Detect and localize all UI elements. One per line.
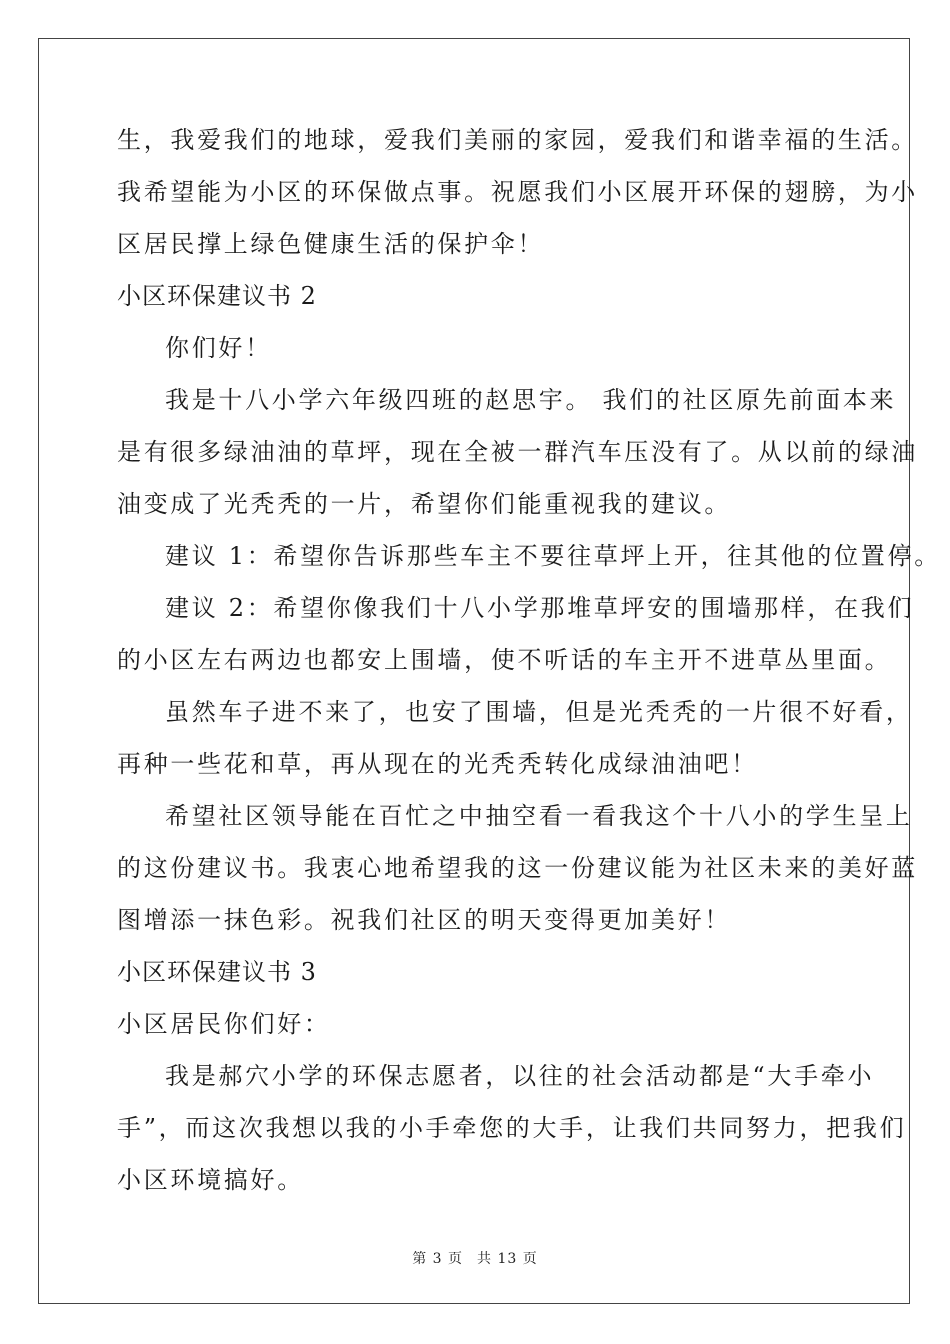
body-line: 图增添一抹色彩。祝我们社区的明天变得更加美好！ (117, 906, 732, 934)
body-line: 油变成了光秃秃的一片，希望你们能重视我的建议。 (117, 490, 732, 518)
body-line: 虽然车子进不来了，也安了围墙，但是光秃秃的一片很不好看， (165, 698, 913, 726)
greeting-line: 小区居民你们好： (117, 1010, 331, 1038)
body-line: 我是十八小学六年级四班的赵思宇。 我们的社区原先前面本来 (165, 386, 897, 414)
body-line: 希望社区领导能在百忙之中抽空看一看我这个十八小的学生呈上 (165, 802, 913, 830)
page-total: 共 13 页 (477, 1251, 538, 1267)
body-line: 的小区左右两边也都安上围墙，使不听话的车主开不进草丛里面。 (117, 646, 892, 674)
body-line: 生，我爱我们的地球，爱我们美丽的家园，爱我们和谐幸福的生活。 (117, 126, 918, 154)
body-line: 小区环境搞好。 (117, 1166, 304, 1194)
section-heading: 小区环保建议书 3 (117, 958, 317, 986)
greeting-line: 你们好！ (165, 334, 272, 362)
body-line: 再种一些花和草，再从现在的光秃秃转化成绿油油吧！ (117, 750, 758, 778)
body-line: 区居民撑上绿色健康生活的保护伞！ (117, 230, 545, 258)
body-line: 的这份建议书。我衷心地希望我的这一份建议能为社区未来的美好蓝 (117, 854, 918, 882)
body-line: 是有很多绿油油的草坪，现在全被一群汽车压没有了。从以前的绿油 (117, 438, 918, 466)
suggestion-line: 建议 1：希望你告诉那些车主不要往草坪上开，往其他的位置停。 (165, 542, 941, 570)
page-number: 第 3 页 (412, 1251, 464, 1267)
body-line: 我希望能为小区的环保做点事。祝愿我们小区展开环保的翅膀，为小 (117, 178, 918, 206)
document-body (117, 126, 941, 1220)
body-line: 我是郝穴小学的环保志愿者，以往的社会活动都是“大手牵小 (165, 1062, 875, 1090)
body-line: 手”，而这次我想以我的小手牵您的大手，让我们共同努力，把我们 (117, 1114, 907, 1142)
suggestion-line: 建议 2：希望你像我们十八小学那堆草坪安的围墙那样，在我们 (165, 594, 915, 622)
page-footer (0, 1248, 950, 1268)
section-heading: 小区环保建议书 2 (117, 282, 317, 310)
